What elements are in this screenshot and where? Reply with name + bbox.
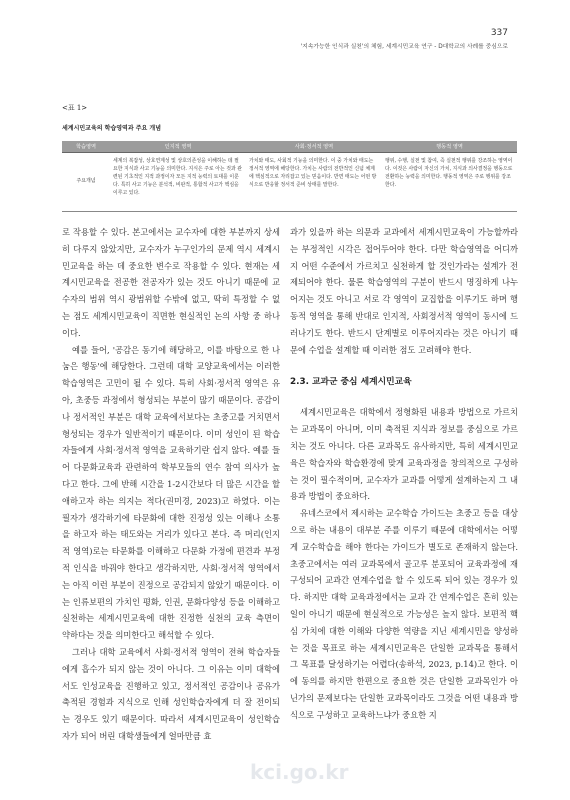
body-paragraph: 세계시민교육은 대학에서 정형화된 내용과 방법으로 가르치는 교과목이 아니며, 이미 축적된 지식과 정보를 중심으로 가르치는 것도 아니다. 다른 교과목도 유사하지만, 특히 세계시민교육은 학습자와 학습환경에 맞게 교육과정을 창의적으로 구성하는 것이 필수적이며, 교수자가 교과를 어떻게 설계하는지 그 내용과 방법이 중요하다. (290, 407, 518, 502)
learning-domain-table (62, 141, 517, 212)
watermark: kci.go.kr (250, 760, 349, 784)
body-paragraph: 유네스코에서 제시하는 교수학습 가이드는 초중고 등을 대상으로 하는 내용이 대부분 주를 이루기 때문에 대학에서는 어떻게 교수학습을 해야 한다는 가이드가 별도로 존재하지 않는다. 초중고에서는 여러 교과목에서 골고루 분포되어 교육과정에 재구성되어 교과간 연계수업을 할 수 있도록 되어 있는 경우가 있다. 하지만 대학 교육과정에서는 교과 간 연계수업은 흔히 있는 일이 아니기 때문에 현실적으로 가능성은 높지 않다. 보편적 핵심 가치에 대한 이해와 다양한 역량을 지닌 세계시민을 양성하는 것을 목표로 하는 세계시민교육은 단일한 교과목을 통해서 그 목표를 달성하기는 어렵다(송하석, 2023, p.14)고 한다. 이에 동의를 하지만 한편으로 중요한 것은 단일한 교과목인가 아닌가의 문제보다는 단일한 교과목이라도 그것을 어떤 내용과 방식으로 구성하고 교육하느냐가 중요한 지 (290, 508, 518, 720)
table-caption: 세계시민교육의 학습영역과 주요 개념 (62, 125, 162, 132)
section-heading: 2.3. 교과군 중심 세계시민교육 (290, 377, 412, 388)
body-paragraph: 예를 들어, '공감은 동기에 해당하고, 이를 바탕으로 한 나눔은 행동'에 해당한다. 그런데 대학 교양교육에서는 이러한 학습영역은 고민이 될 수 있다. 특히 사회·정서적 영역은 유아, 초중등 과정에서 형성되는 부분이 많기 때문이다. 공감이나 정서적인 부분은 대학 교육에서보다는 초중고를 거치면서 형성되는 경우가 일반적이기 때문이다. 이미 성인이 된 학습자들에게 사회·정서적 영역을 교육하기란 쉽지 않다. 예를 들어 다문화교육과 관련하여 학부모들의 연수 참여 의사가 높다고 한다. 그에 반해 시간을 1-2시간보다 더 많은 시간을 할애하고자 하는 의지는 적다(권미경, 2023)고 하였다. 이는 필자가 생각하기에 타문화에 대한 진정성 있는 이해나 소통을 하고자 하는 태도와는 거리가 있다고 본다. 즉 머리(인지적 영역)로는 타문화를 이해하고 다문화 가정에 편견과 부정적 인식을 바꿔야 한다고 생각하지만, 사회·정서적 영역에서는 아직 이런 부분이 진정으로 공감되지 않았기 때문이다. 이는 인류보편의 가치인 평화, 인권, 문화다양성 등을 이해하고 실천하는 세계시민교육에 대한 진정한 실천의 교육 측면이 약하다는 것을 의미한다고 해석할 수 있다. (62, 344, 280, 641)
table-header-cell: 인지적 영역 (110, 141, 246, 152)
page-number: 337 (490, 28, 508, 38)
cell-text: 가치와 태도, 사회적 기능을 의미한다. 이 중 가치와 태도는 정서적 영역에 해당한다. 가치는 사람의 전반적인 신념 체계에 핵심적으로 자리잡고 있는 믿음이다. 반면 태도는 어떤 방식으로 반응할 정서적 준비 상태를 말한다. (249, 157, 377, 188)
table-row-label: 주요개념 (62, 152, 110, 211)
cell-text: 세계의 복잡성, 상호연계성 및 상호의존성을 이해하는 데 필요한 지식과 사고 기능을 의미한다. 지식은 주로 아는 것과 관련된 기초적인 지적 과정이자 모든 지적 능력의 토대를 이룬다. 특히 사고 기능은 분석적, 비판적, 통합적 사고가 핵심을 이루고 있다. (113, 157, 242, 196)
table-cell-cognitive (110, 152, 246, 211)
table-row (62, 152, 517, 211)
left-column (62, 224, 280, 784)
table-cell-behavioral (382, 152, 517, 211)
table-header-cell: 사회·정서적 영역 (246, 141, 382, 152)
table-header-cell: 행동적 영역 (382, 141, 517, 152)
body-paragraph: 그러나 대학 교육에서 사회·정서적 영역이 전혀 학습자들에게 흡수가 되지 않는 것이 아니다. 그 이유는 이미 대학에서도 인성교육을 진행하고 있고, 정서적인 공감이나 공유가 축적된 경험과 지식으로 인해 성인학습자에게 더 잘 전이되는 경우도 있기 때문이다. 따라서 세계시민교육이 성인학습자가 되어 버린 대학생들에게 얼마만큼 효 (62, 646, 280, 741)
cell-text: 행위, 수행, 실천 및 참여, 즉 실천적 행위를 강조하는 영역이다. 이것은 사람이 자신의 가치, 지식과 의사결정을 행동으로 전환하는 능력을 의미한다. 행동적 영역은 주로 행위를 강조한다. (385, 157, 513, 188)
running-header: '지속가능한 인식과 실천'의 체험, 세계시민교육 연구 - D대학교의 사례를 중심으로 (300, 44, 508, 50)
table-header-row (62, 141, 517, 152)
table-header-cell: 학습영역 (62, 141, 110, 152)
body-paragraph: 로 작용할 수 있다. 본고에서는 교수자에 대한 부분까지 상세히 다루지 않았지만, 교수자가 누구인가의 문제 역시 세계시민교육을 하는 데 중요한 변수로 작용할 수 있다. 현재는 세계시민교육을 전공한 전공자가 있는 것도 아니기 때문에 교수자의 범위 역시 광범위할 수밖에 없고, 딱히 특정할 수 없는 점도 세계시민교육이 직면한 현실적인 논의 사항 중 하나이다. (62, 227, 280, 338)
right-column (290, 224, 518, 784)
table-cell-socioemotional (246, 152, 382, 211)
body-paragraph: 과가 있을까 하는 의문과 교과에서 세계시민교육이 가능할까라는 부정적인 시각은 접어두어야 한다. 다만 학습영역을 어디까지 어떤 수준에서 가르치고 실천하게 할 것인가라는 설계가 전제되어야 한다. 물론 학습영역의 구분이 반드시 명징하게 나누어지는 것도 아니고 서로 각 영역이 교집합을 이루기도 하며 행동적 영역을 통해 반대로 인지적, 사회정서적 영역이 동시에 드러나기도 한다. 반드시 단계별로 이루어지라는 것은 아니기 때문에 수업을 설계할 때 이러한 점도 고려해야 한다. (290, 227, 518, 355)
table-label: <표 1> (62, 104, 88, 112)
